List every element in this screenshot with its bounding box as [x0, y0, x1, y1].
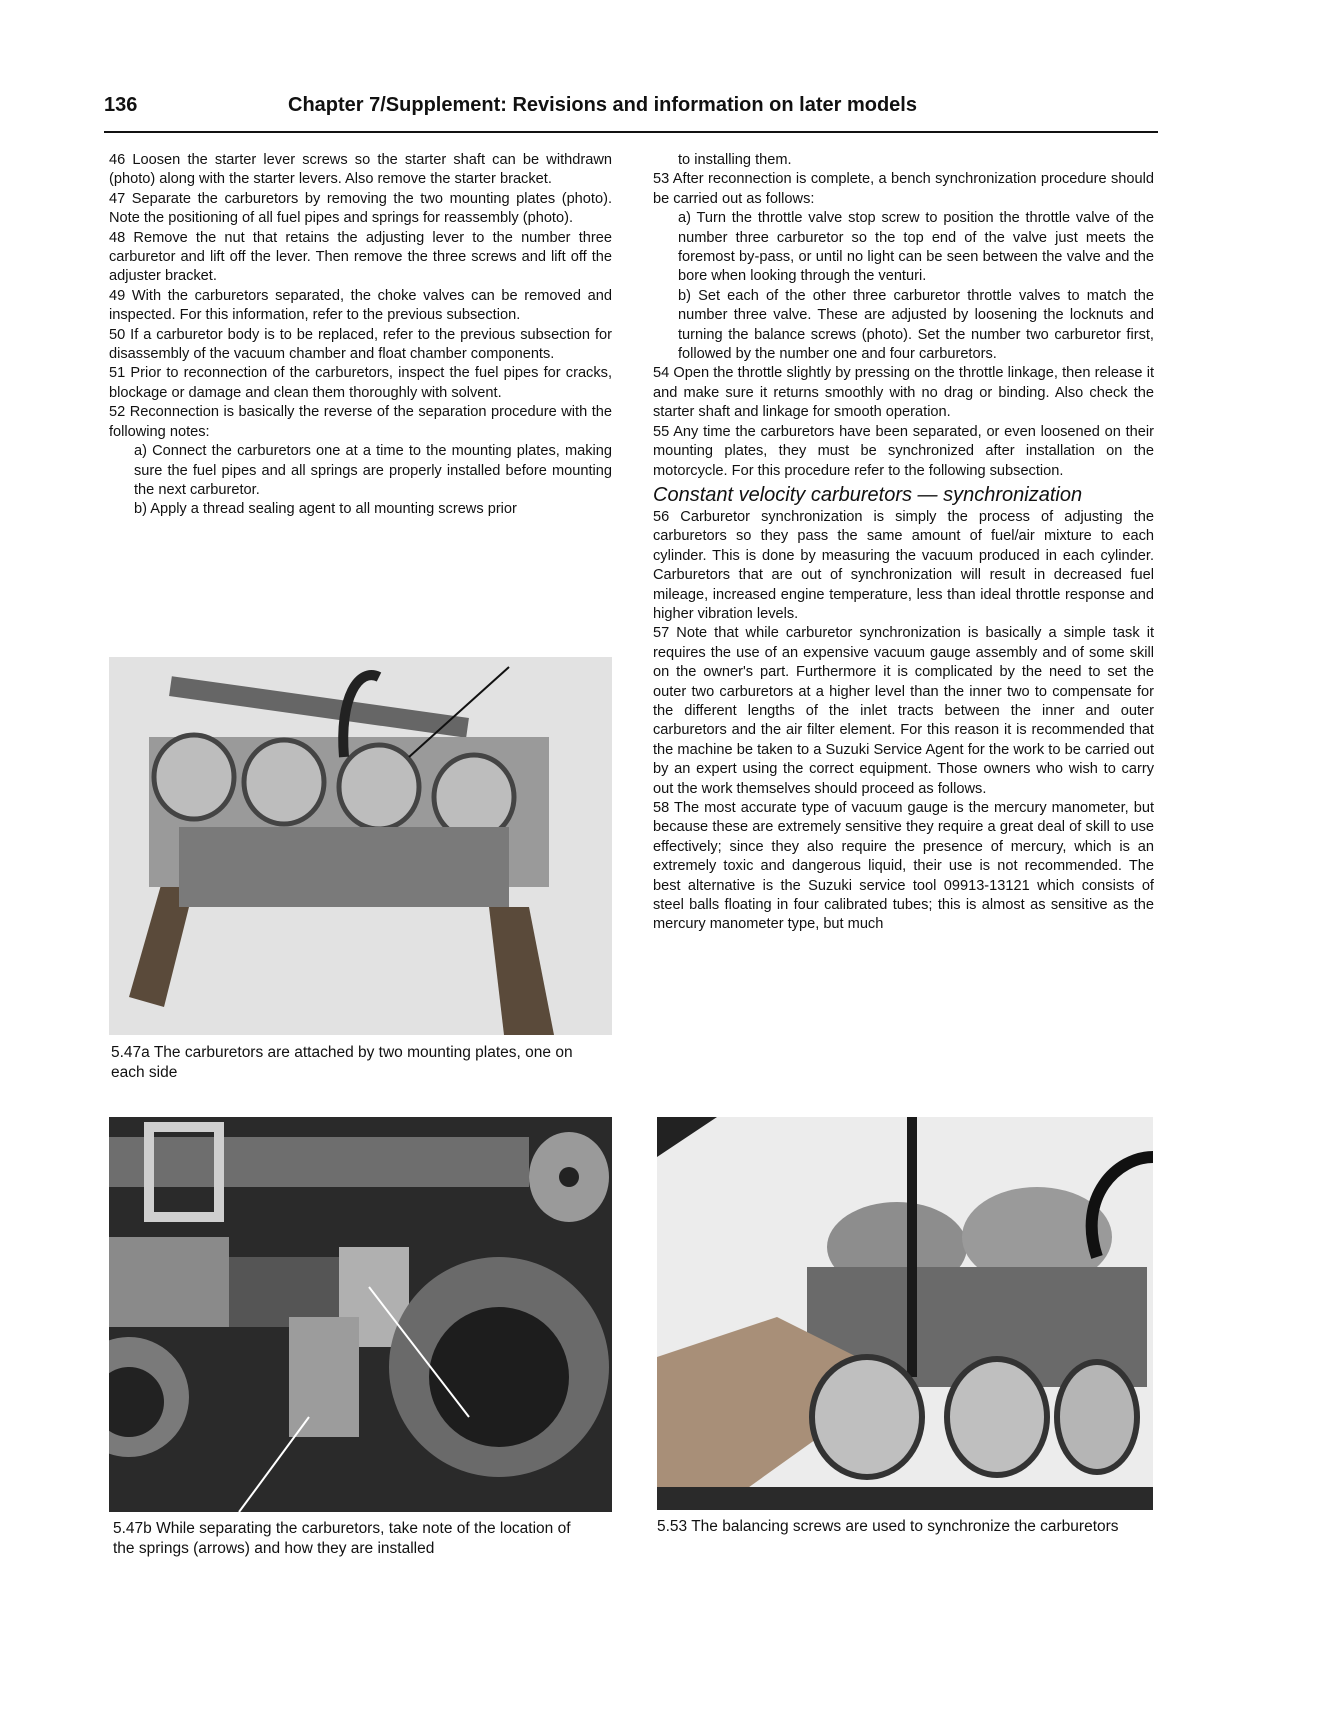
- paragraph-58: 58 The most accurate type of vacuum gauge is the mercury manometer, but because these are extremely sensitive they require a great deal of skill to use effectively; since they also require the presence of mercury, which is an extremely toxic and dangerous liquid, their use is not recommended. The best alternative is the Suzuki service tool 09913-13121 which consists of steel balls floating in four calibrated tubes; this is almost as sensitive as the mercury manometer type, but much: [653, 800, 1154, 933]
- paragraph-54: 54 Open the throttle slightly by pressing on the throttle linkage, then release it and make sure it returns smoothly with no drag or binding. Also check the starter shaft and linkage for smooth operation.: [653, 365, 1154, 421]
- paragraph-55: 55 Any time the carburetors have been separated, or even loosened on their mounting plates, they must be synchronized after installation on the motorcycle. For this procedure refer to the following subsection.: [653, 423, 1154, 479]
- paragraph-53: 53 After reconnection is complete, a bench synchronization procedure should be carried out as follows:: [653, 171, 1154, 207]
- header-rule: [104, 131, 1158, 133]
- paragraph-51: 51 Prior to reconnection of the carburetors, inspect the fuel pipes for cracks, blockage or damage and clean them thoroughly with solvent.: [109, 365, 612, 401]
- photo-carburetor-springs: [109, 1117, 612, 1512]
- step-53a: a) Turn the throttle valve stop screw to position the throttle valve of the number three carburetor so the top end of the valve just meets the foremost by-pass, or until no light can be seen between the valve and the bore when looking through the venturi.: [678, 210, 1154, 285]
- paragraph-52: 52 Reconnection is basically the reverse of the separation procedure with the following notes:: [109, 404, 612, 440]
- paragraph-50: 50 If a carburetor body is to be replaced, refer to the previous subsection for disassembly of the vacuum chamber and float chamber components.: [109, 326, 612, 363]
- step-52b-continuation: to installing them.: [678, 152, 792, 168]
- page-number: 136: [104, 94, 138, 116]
- step-52a: a) Connect the carburetors one at a time to the mounting plates, making sure the fuel pipes and all springs are properly installed before mounting the next carburetor.: [134, 443, 612, 498]
- section-heading: Constant velocity carburetors — synchronization: [653, 483, 1083, 506]
- paragraph-56: 56 Carburetor synchronization is simply the process of adjusting the carburetors so they pass the same amount of fuel/air mixture to each cylinder. This is done by measuring the vacuum produced in each cylinder. Carburetors that are out of synchronization will result in decreased fuel mileage, increased engine temperature, less than ideal throttle response and higher vibration levels.: [653, 508, 1154, 622]
- caption-5-47b: 5.47b While separating the carburetors, take note of the location of the springs (arrows) and how they are installed: [113, 1520, 571, 1557]
- right-column: [653, 151, 1154, 935]
- paragraph-47: 47 Separate the carburetors by removing the two mounting plates (photo). Note the positioning of all fuel pipes and springs for reassembly (photo).: [109, 190, 612, 227]
- step-52b: b) Apply a thread sealing agent to all mounting screws prior: [134, 501, 517, 518]
- caption-5-53: 5.53 The balancing screws are used to synchronize the carburetors: [657, 1518, 1119, 1535]
- step-53b: b) Set each of the other three carburetor throttle valves to match the number three valve. These are adjusted by loosening the locknuts and turning the balance screws (photo). Set the number two carburetor first, followed by the number one and four carburetors.: [678, 287, 1154, 363]
- page-header: [104, 94, 1158, 134]
- left-column: [109, 151, 612, 520]
- photo-carburetor-bank: [109, 657, 612, 1035]
- paragraph-46: 46 Loosen the starter lever screws so the starter shaft can be withdrawn (photo) along with the starter levers. Also remove the starter bracket.: [109, 152, 612, 188]
- chapter-title: Chapter 7/Supplement: Revisions and information on later models: [288, 94, 917, 116]
- paragraph-57: 57 Note that while carburetor synchronization is basically a simple task it requires the use of an expensive vacuum gauge assembly and of some skill on the owner's part. Furthermore it is complicated by the need to set the outer two carburetors at a higher level than the inner two to compensate for the different lengths of the inlet tracts between the inner and outer carburetors and the air filter element. For this reason it is recommended that the machine be taken to a Suzuki Service Agent for the work to be carried out by an expert using the correct equipment. Those owners who wish to carry out the work themselves should proceed as follows.: [653, 625, 1154, 797]
- paragraph-49: 49 With the carburetors separated, the choke valves can be removed and inspected. For this information, refer to the previous subsection.: [109, 287, 612, 324]
- paragraph-48: 48 Remove the nut that retains the adjusting lever to the number three carburetor and lift off the lever. Then remove the three screws and lift off the adjuster bracket.: [109, 229, 612, 285]
- photo-balancing-screws: [657, 1117, 1153, 1510]
- caption-5-47a: 5.47a The carburetors are attached by two mounting plates, one on each side: [111, 1044, 573, 1081]
